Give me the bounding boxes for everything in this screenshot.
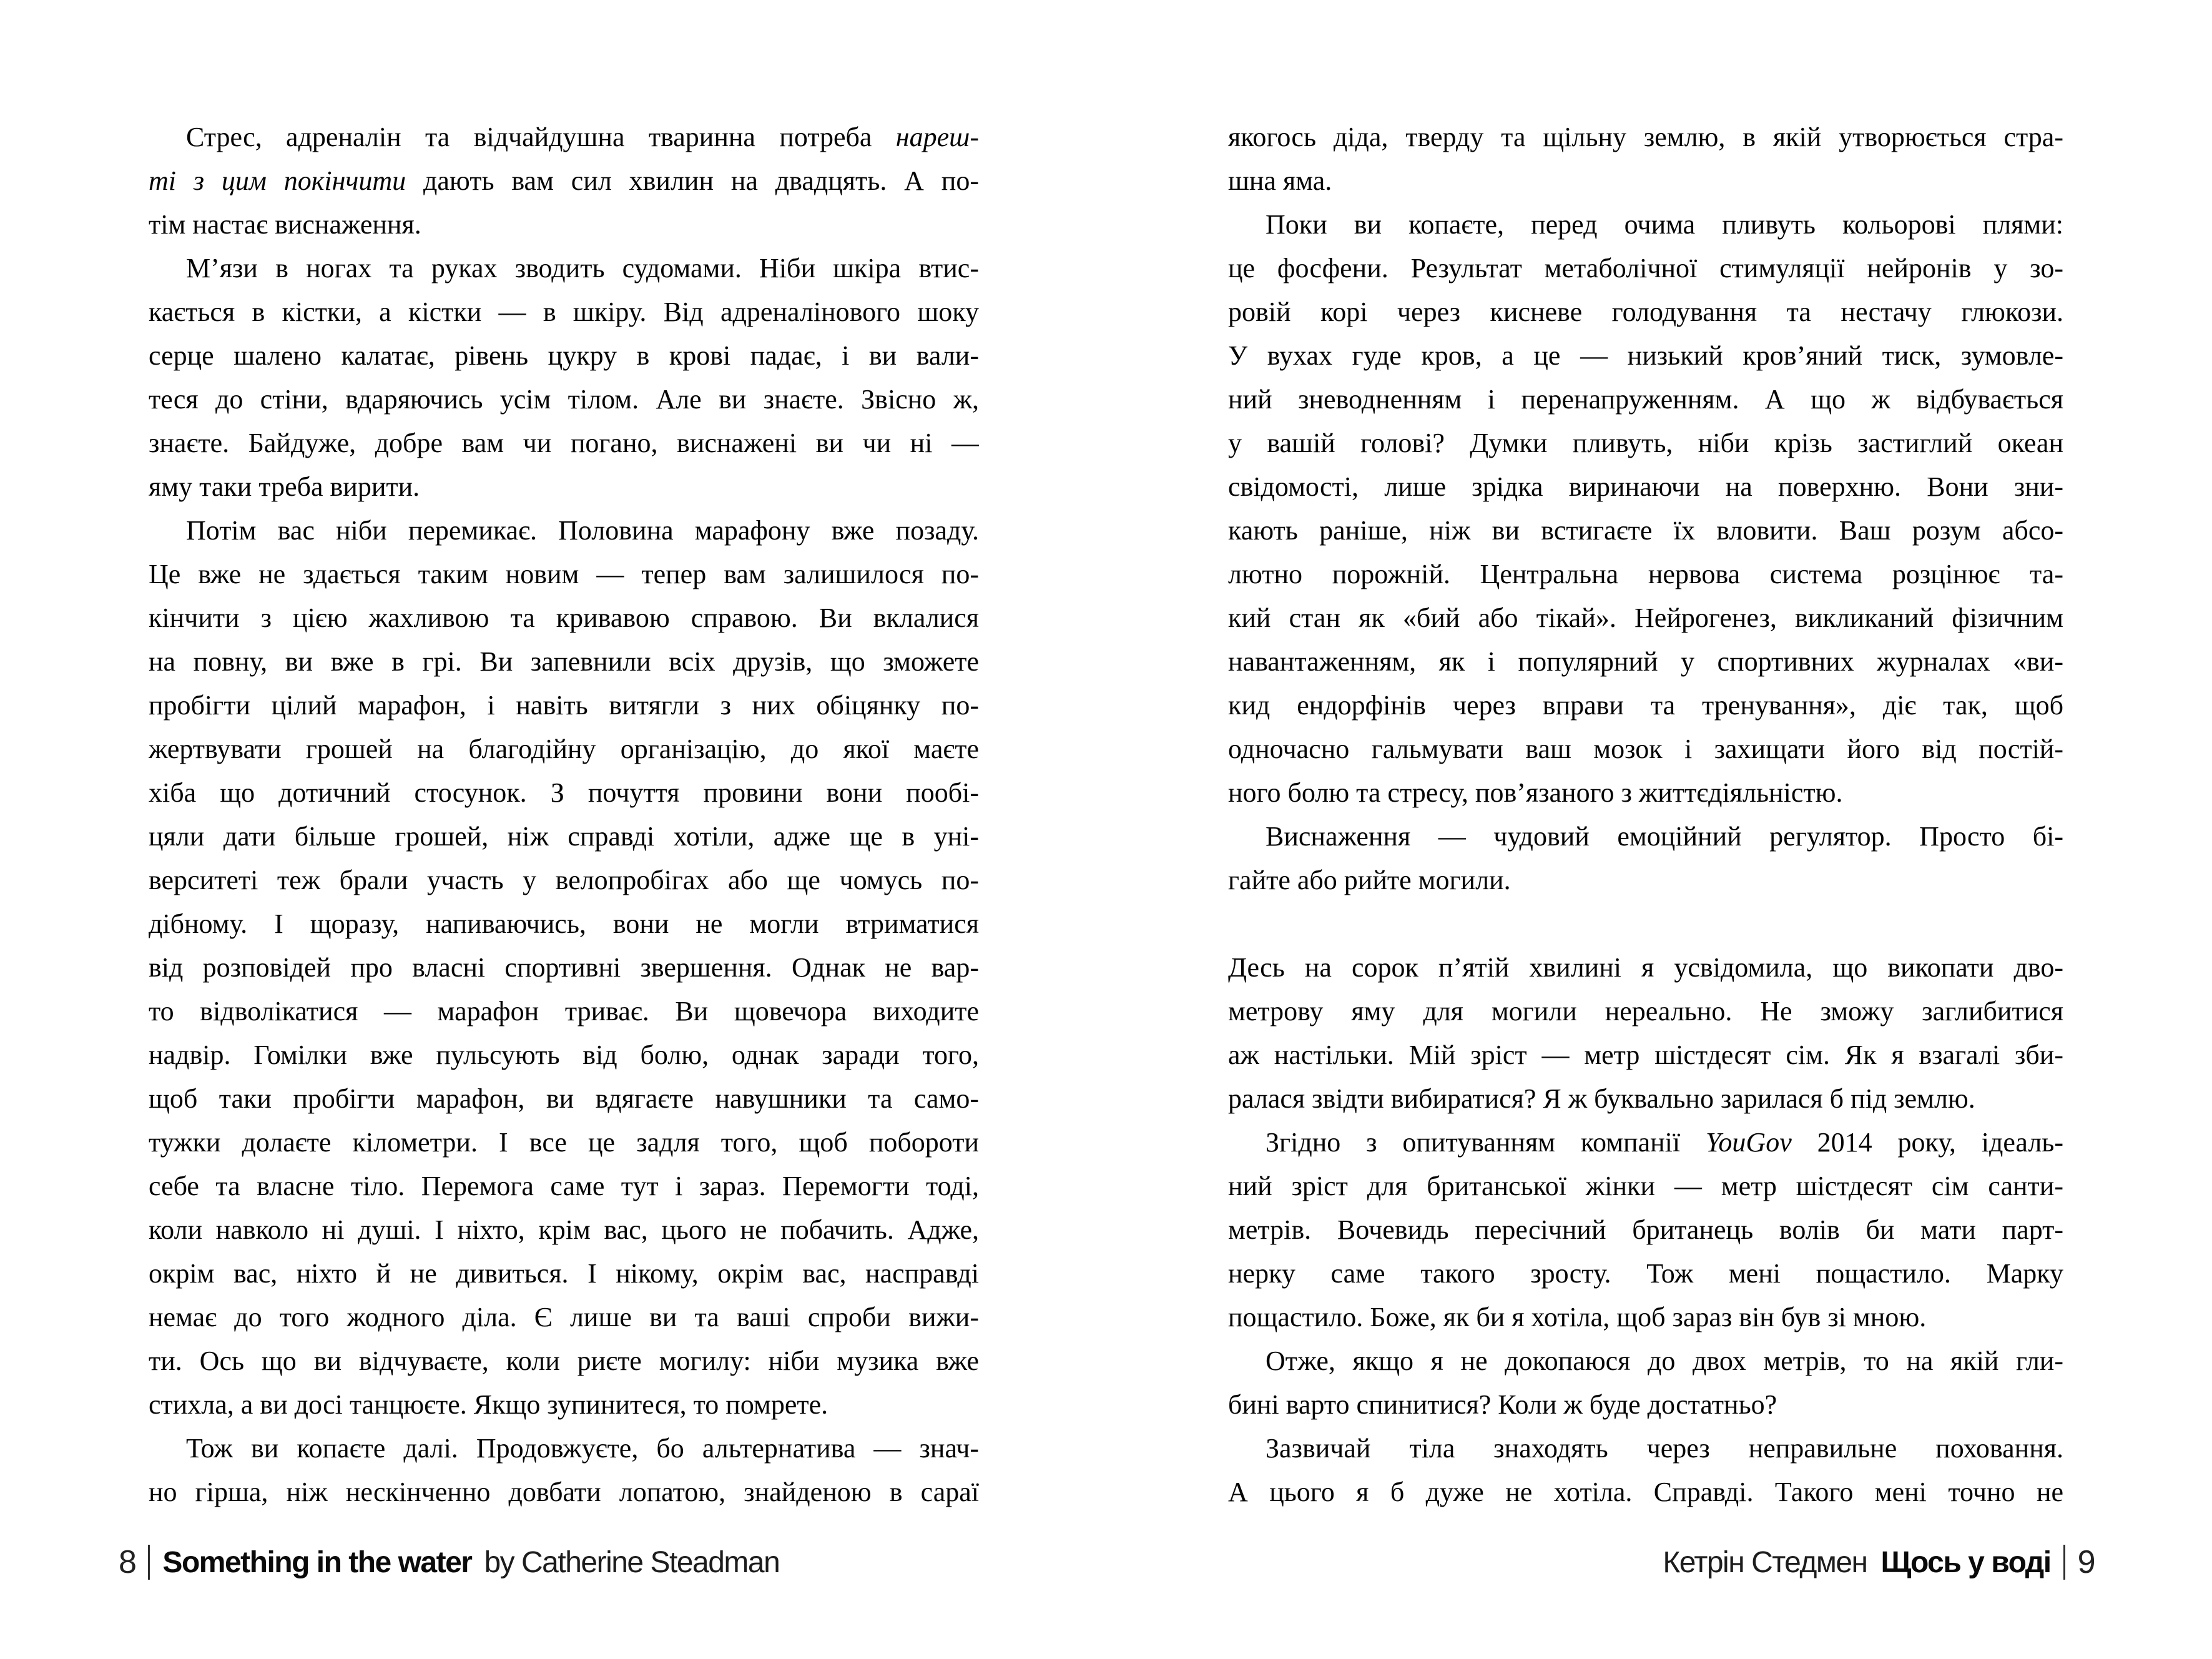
text-line [149, 1121, 979, 1164]
text-segment: пощастило. Боже, як би я хотіла, щоб зараз він був зі мною. [1228, 1302, 1927, 1332]
text-segment: А цього я б дуже не хотіла. Справді. Такого мені точно не [1228, 1477, 2063, 1507]
text-segment: шна яма. [1228, 165, 1332, 196]
text-segment: кий стан як «бий або тікай». Нейрогенез, викликаний фізичним [1228, 603, 2063, 633]
text-segment: Тож ви копаєте далі. Продовжуєте, бо альтернатива — знач- [186, 1433, 979, 1464]
text-segment: у вашій голові? Думки пливуть, ніби крізь застиглий океан [1228, 428, 2063, 458]
text-line [149, 815, 979, 859]
blank-line [1228, 902, 2063, 946]
text-line [1228, 990, 2063, 1033]
text-segment: верситеті теж брали участь у велопробігах або ще чомусь по- [149, 865, 979, 895]
text-segment: щоб таки пробігти марафон, ви вдягаєте навушники та само- [149, 1083, 979, 1114]
text-segment: ний зневодненням і перенапруженням. А що ж відбувається [1228, 384, 2063, 415]
text-segment: якогось діда, тверду та щільну землю, в якій утворюється стра- [1228, 122, 2063, 152]
text-line [149, 1033, 979, 1077]
text-line [1228, 553, 2063, 596]
text-segment: но гірша, ніж нескінченно довбати лопатою, знайденою в сараї [149, 1477, 979, 1507]
text-line [1228, 771, 2063, 815]
text-segment: кид ендорфінів через вправи та тренування», діє так, щоб [1228, 690, 2063, 721]
book-byline-english: by Catherine Steadman [484, 1545, 780, 1579]
text-line [149, 1208, 979, 1252]
text-line [149, 1252, 979, 1296]
text-segment: свідомості, лише зрідка виринаючи на поверхню. Вони зни- [1228, 471, 2063, 502]
text-segment: метрів. Вочевидь пересічний британець волів би мати парт- [1228, 1214, 2063, 1245]
text-segment: пробігти цілий марафон, і навіть витягли з них обіцянку по- [149, 690, 979, 721]
text-line [1228, 203, 2063, 247]
text-line [149, 902, 979, 946]
text-segment: Це вже не здається таким новим — тепер вам залишилося по- [149, 559, 979, 589]
text-line [1228, 421, 2063, 465]
text-segment: дають вам сил хвилин на двадцять. А по- [406, 165, 979, 196]
text-line [1228, 1077, 2063, 1121]
text-line [149, 640, 979, 684]
text-segment: тім настає виснаження. [149, 209, 421, 240]
book-title-english: Something in the water [162, 1545, 472, 1579]
text-segment: яму таки треба вирити. [149, 471, 420, 502]
text-line [149, 1339, 979, 1383]
text-segment: серце шалено калатає, рівень цукру в крові падає, і ви вали- [149, 340, 979, 371]
text-segment: ровій корі через кисневе голодування та нестачу глюкози. [1228, 297, 2063, 327]
text-line [149, 1296, 979, 1339]
text-line [149, 465, 979, 509]
text-segment: цяли дати більше грошей, ніж справді хотіли, адже ще в уні- [149, 821, 979, 852]
text-line [1228, 1383, 2063, 1427]
text-line [1228, 290, 2063, 334]
text-segment: гайте або рийте могили. [1228, 865, 1511, 895]
text-line [1228, 1033, 2063, 1077]
text-line [1228, 1121, 2063, 1164]
text-line [149, 203, 979, 247]
text-segment: Виснаження — чудовий емоційний регулятор. Просто бі- [1266, 821, 2063, 852]
text-segment: то відволікатися — марафон триває. Ви щовечора виходите [149, 996, 979, 1026]
text-line [149, 1383, 979, 1427]
page-left-footer [119, 1537, 779, 1587]
text-line [1228, 815, 2063, 859]
text-line [1228, 727, 2063, 771]
text-line [1228, 1164, 2063, 1208]
text-line [1228, 1427, 2063, 1470]
text-segment: на повну, ви вже в грі. Ви запевнили всіх друзів, що зможете [149, 646, 979, 677]
text-line [149, 553, 979, 596]
text-line [1228, 1252, 2063, 1296]
text-segment: знаєте. Байдуже, добре вам чи погано, виснажені ви чи ні — [149, 428, 979, 458]
text-segment: себе та власне тіло. Перемога саме тут і зараз. Перемогти тоді, [149, 1171, 979, 1201]
text-line [149, 1077, 979, 1121]
text-line [1228, 1208, 2063, 1252]
footer-divider [2063, 1545, 2065, 1580]
text-line [1228, 247, 2063, 290]
text-line [1228, 334, 2063, 378]
text-line [1228, 509, 2063, 553]
text-segment: Стрес, адреналін та відчайдушна тваринна потреба [186, 122, 896, 152]
italic-text-segment: ті з цим покінчити [149, 165, 406, 196]
text-line [149, 684, 979, 727]
text-segment: У вухах гуде кров, а це — низький кров’яний тиск, зумовле- [1228, 340, 2063, 371]
text-segment: метрову яму для могили нереально. Не зможу заглибитися [1228, 996, 2063, 1026]
text-segment: Поки ви копаєте, перед очима пливуть кольорові плями: [1266, 209, 2063, 240]
text-segment: одночасно гальмувати ваш мозок і захищати його від постій- [1228, 734, 2063, 764]
text-segment: кінчити з цією жахливою та кривавою справою. Ви вклалися [149, 603, 979, 633]
text-segment: Отже, якщо я не докопаюся до двох метрів, то на якій гли- [1266, 1346, 2063, 1376]
text-line [1228, 116, 2063, 159]
text-line [1228, 946, 2063, 990]
text-segment: нерку саме такого зросту. Тож мені пощастило. Марку [1228, 1258, 2063, 1289]
text-line [149, 247, 979, 290]
text-line [149, 771, 979, 815]
page-number-right: 9 [2077, 1544, 2095, 1580]
text-segment: навантаженням, як і популярний у спортивних журналах «ви- [1228, 646, 2063, 677]
text-segment: немає до того жодного діла. Є лише ви та ваші спроби вижи- [149, 1302, 979, 1332]
text-line [149, 596, 979, 640]
text-line [1228, 640, 2063, 684]
text-line [149, 116, 979, 159]
text-line [1228, 1339, 2063, 1383]
page-left-text-block [149, 116, 979, 1514]
text-segment: дібному. І щоразу, напиваючись, вони не могли втриматися [149, 908, 979, 939]
text-line [149, 421, 979, 465]
text-segment: лютно порожній. Центральна нервова система розцінює та- [1228, 559, 2063, 589]
text-segment: аж настільки. Мій зріст — метр шістдесят сім. Як я взагалі зби- [1228, 1040, 2063, 1070]
text-segment: М’язи в ногах та руках зводить судомами. Ніби шкіра втис- [186, 253, 979, 283]
text-segment: від розповідей про власні спортивні звершення. Однак не вар- [149, 952, 979, 983]
text-line [1228, 378, 2063, 421]
text-segment: ного болю та стресу, пов’язаного з життєдіяльністю. [1228, 777, 1843, 808]
page-right-footer [1663, 1537, 2095, 1587]
text-line [1228, 859, 2063, 902]
text-segment: кається в кістки, а кістки — в шкіру. Від адреналінового шоку [149, 297, 979, 327]
text-segment: це фосфени. Результат метаболічної стимуляції нейронів у зо- [1228, 253, 2063, 283]
text-line [149, 159, 979, 203]
text-line [149, 1427, 979, 1470]
text-line [149, 1164, 979, 1208]
text-segment: Згідно з опитуванням компанії [1266, 1127, 1706, 1158]
text-segment: ралася звідти вибиратися? Я ж буквально зарилася б під землю. [1228, 1083, 1975, 1114]
text-segment: хіба що дотичний стосунок. З почуття провини вони пообі- [149, 777, 979, 808]
text-segment: жертвувати грошей на благодійну організацію, до якої маєте [149, 734, 979, 764]
page-right-text-block [1228, 116, 2063, 1514]
text-segment: надвір. Гомілки вже пульсують від болю, однак заради того, [149, 1040, 979, 1070]
text-segment: кають раніше, ніж ви встигаєте їх вловити. Ваш розум абсо- [1228, 515, 2063, 546]
text-segment: 2014 року, ідеаль- [1791, 1127, 2063, 1158]
text-segment: коли навколо ні душі. І ніхто, крім вас, цього не побачить. Адже, [149, 1214, 979, 1245]
text-segment: окрім вас, ніхто й не дивиться. І нікому, окрім вас, насправді [149, 1258, 979, 1289]
text-line [149, 946, 979, 990]
footer-divider [148, 1545, 150, 1580]
text-line [149, 334, 979, 378]
text-segment: стихла, а ви досі танцюєте. Якщо зупинитеся, то помрете. [149, 1389, 828, 1420]
text-segment: тужки долаєте кілометри. І все це задля того, щоб побороти [149, 1127, 979, 1158]
text-line [149, 509, 979, 553]
italic-text-segment: YouGov [1706, 1127, 1792, 1158]
text-line [149, 727, 979, 771]
text-line [1228, 1296, 2063, 1339]
page-right [1106, 0, 2212, 1659]
text-segment: ти. Ось що ви відчуваєте, коли риєте могилу: ніби музика вже [149, 1346, 979, 1376]
text-line [1228, 684, 2063, 727]
text-line [1228, 159, 2063, 203]
page-number-left: 8 [119, 1544, 136, 1580]
text-line [149, 378, 979, 421]
book-author-ukrainian: Кетрін Стедмен [1663, 1545, 1867, 1579]
text-line [1228, 1470, 2063, 1514]
text-segment: бині варто спинитися? Коли ж буде достатньо? [1228, 1389, 1777, 1420]
text-line [149, 859, 979, 902]
text-line [1228, 465, 2063, 509]
text-line [149, 1470, 979, 1514]
book-title-ukrainian: Щось у воді [1880, 1545, 2051, 1579]
text-line [149, 990, 979, 1033]
text-segment: Десь на сорок п’ятій хвилині я усвідомила, що викопати дво- [1228, 952, 2063, 983]
text-segment: теся до стіни, вдаряючись усім тілом. Але ви знаєте. Звісно ж, [149, 384, 979, 415]
italic-text-segment: нареш- [895, 122, 979, 152]
text-segment: Зазвичай тіла знаходять через неправильне поховання. [1266, 1433, 2063, 1464]
text-line [1228, 596, 2063, 640]
text-segment: ний зріст для британської жінки — метр шістдесят сім санти- [1228, 1171, 2063, 1201]
text-segment: Потім вас ніби перемикає. Половина марафону вже позаду. [186, 515, 979, 546]
text-line [149, 290, 979, 334]
